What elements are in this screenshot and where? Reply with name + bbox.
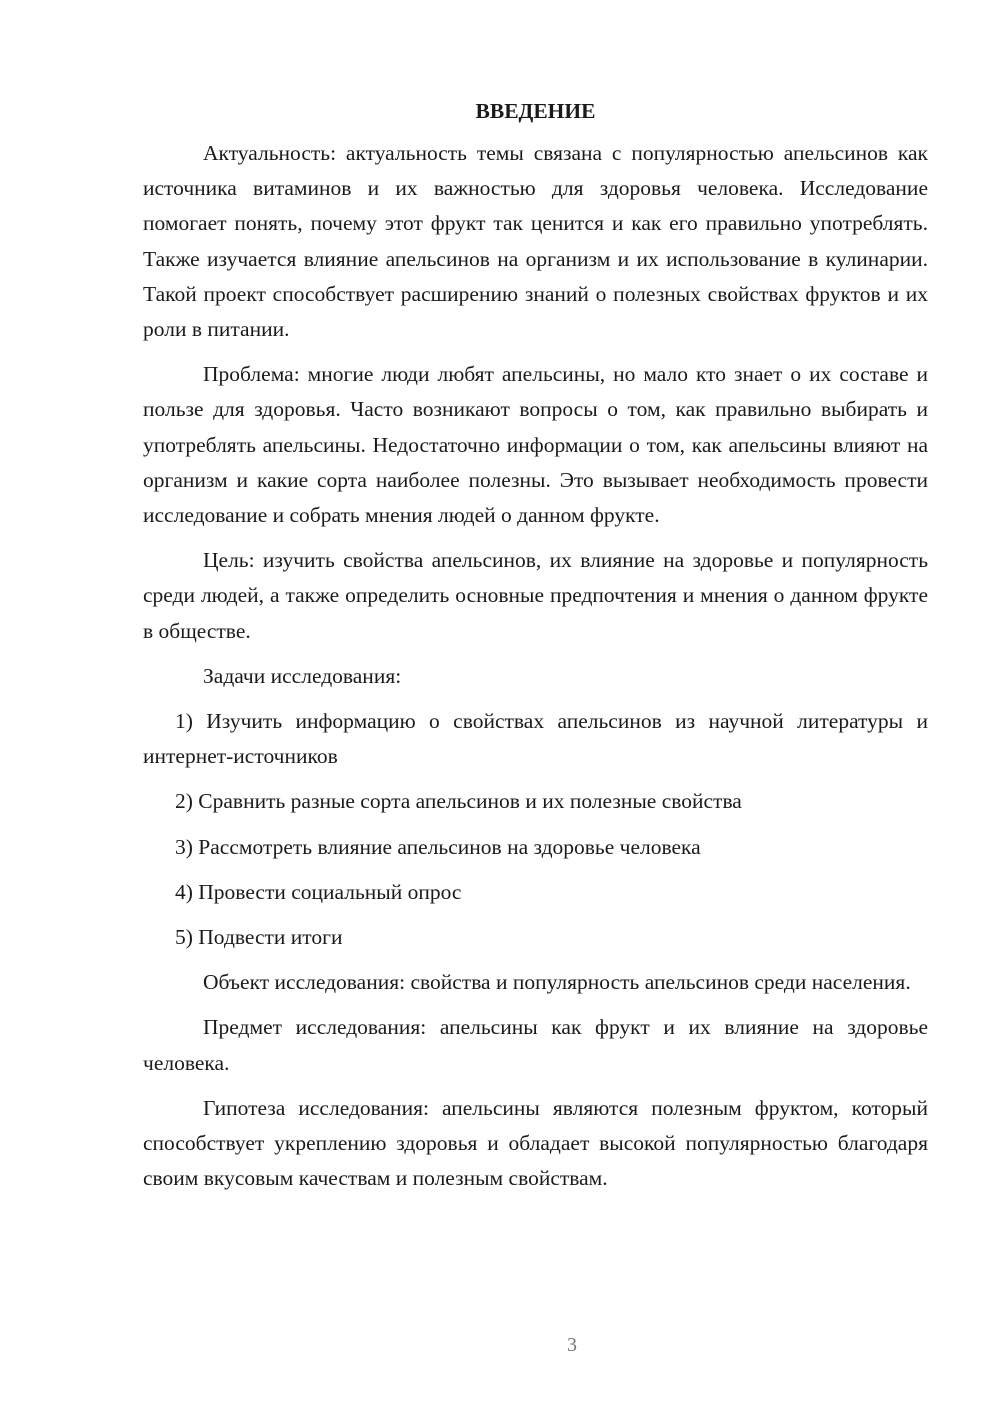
task-item-1: 1) Изучить информацию о свойствах апельсинов из научной литературы и интернет-источников bbox=[143, 709, 928, 769]
task-item-4: 4) Провести социальный опрос bbox=[175, 879, 462, 904]
paragraph-object: Объект исследования: свойства и популярность апельсинов среди населения. bbox=[203, 970, 911, 995]
task-item-2: 2) Сравнить разные сорта апельсинов и их полезные свойства bbox=[175, 789, 742, 814]
task-item-3: 3) Рассмотреть влияние апельсинов на здоровье человека bbox=[175, 834, 701, 859]
document-page bbox=[143, 96, 928, 1206]
page-number: 3 bbox=[567, 1334, 577, 1356]
paragraph-relevance: Актуальность: актуальность темы связана с популярностью апельсинов как источника витаминов и их важностью для здоровья человека. Исследование помогает понять, почему этот фрукт так ценится и как его правильно употреблять. Также изучается влияние апельсинов на организм и их использование в кулинарии. Такой проект способствует расширению знаний о полезных свойствах фруктов и их роли в питании. bbox=[143, 141, 928, 342]
paragraph-problem: Проблема: многие люди любят апельсины, но мало кто знает о их составе и пользе для здоровья. Часто возникают вопросы о том, как правильно выбирать и употреблять апельсины. Недостаточно информации о том, как апельсины влияют на организм и какие сорта наиболее полезны. Это вызывает необходимость провести исследование и собрать мнения людей о данном фрукте. bbox=[143, 362, 928, 528]
paragraph-goal: Цель: изучить свойства апельсинов, их влияние на здоровье и популярность среди людей, а также определить основные предпочтения и мнения о данном фрукте в обществе. bbox=[143, 548, 928, 643]
tasks-heading: Задачи исследования: bbox=[203, 663, 402, 688]
section-title: ВВЕДЕНИЕ bbox=[475, 99, 596, 123]
paragraph-subject: Предмет исследования: апельсины как фрукт и их влияние на здоровье человека. bbox=[143, 1015, 928, 1075]
task-item-5: 5) Подвести итоги bbox=[175, 925, 343, 950]
paragraph-hypothesis: Гипотеза исследования: апельсины являются полезным фруктом, который способствует укреплению здоровья и обладает высокой популярностью благодаря своим вкусовым качествам и полезным свойствам. bbox=[143, 1095, 928, 1191]
